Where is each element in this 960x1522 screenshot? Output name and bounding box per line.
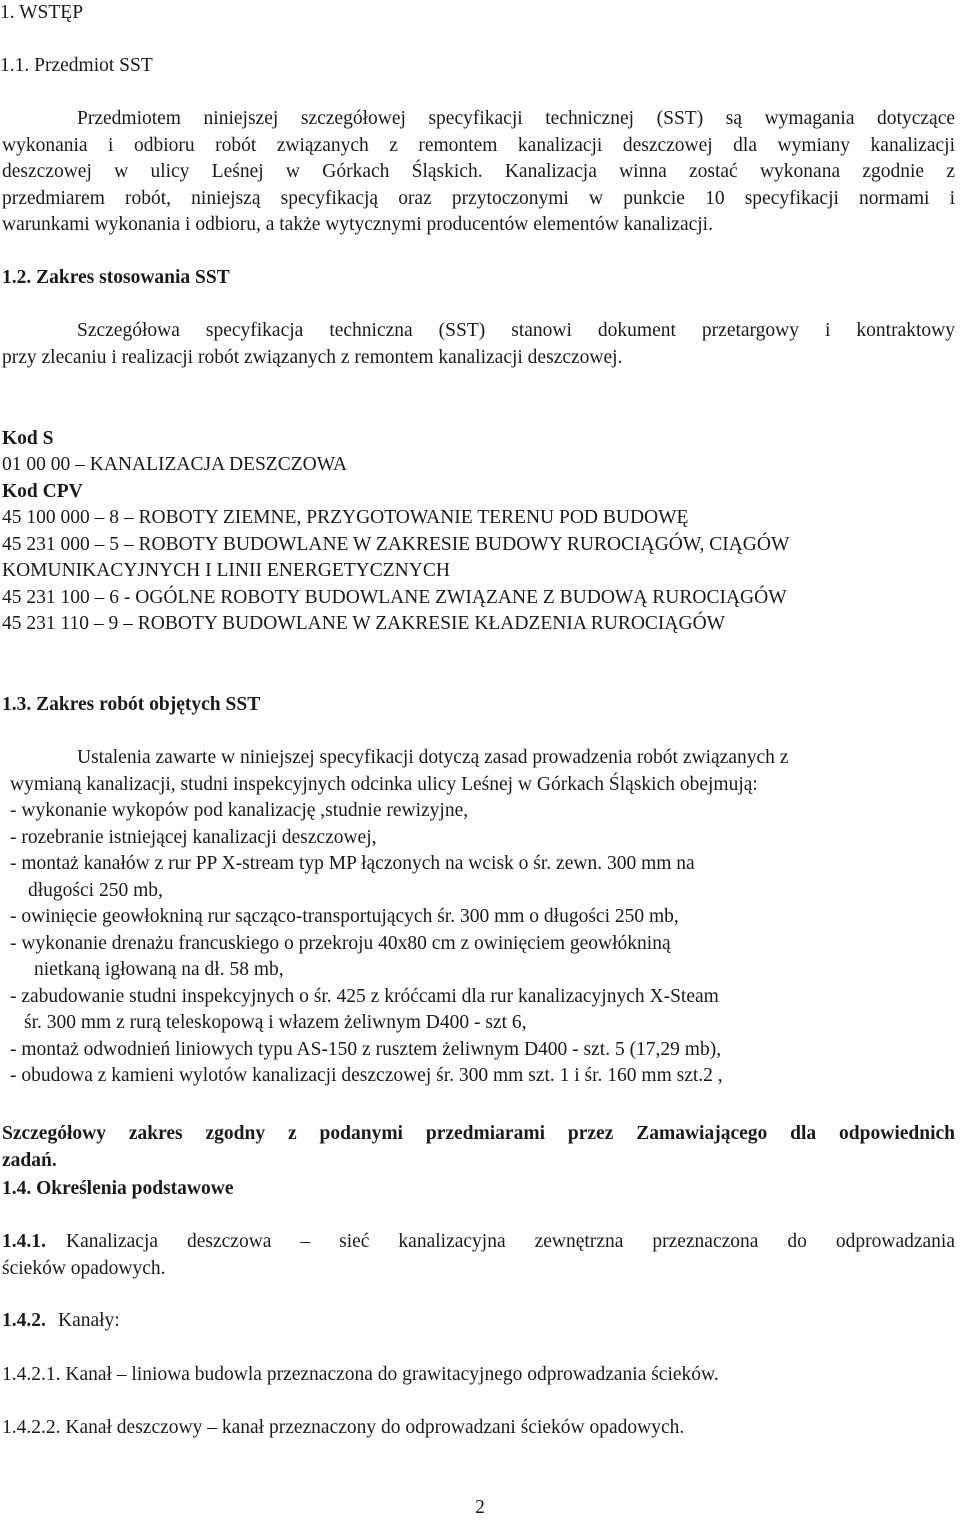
list-item: - obudowa z kamieni wylotów kanalizacji deszczowej śr. 300 mm szt. 1 i śr. 160 mm szt.2 , [10, 1065, 723, 1086]
list-item-continuation: śr. 300 mm z rurą teleskopową i włazem żeliwnym D400 - szt 6, [24, 1012, 527, 1033]
list-item-continuation: długości 250 mb, [28, 880, 163, 901]
paragraph-line: Przedmiotem niniejszej szczegółowej specyfikacji technicznej (SST) są wymagania dotyczące [77, 108, 955, 129]
paragraph-line: wymianą kanalizacji, studni inspekcyjnych odcinka ulicy Leśnej w Górkach Śląskich obejmują: [10, 774, 758, 795]
section-1-3-heading: 1.3. Zakres robót objętych SST [2, 694, 261, 715]
cpv-code-line: 45 231 100 – 6 - OGÓLNE ROBOTY BUDOWLANE ZWIĄZANE Z BUDOWĄ RUROCIĄGÓW [2, 587, 787, 608]
paragraph-line: Szczegółowa specyfikacja techniczna (SST) stanowi dokument przetargowy i kontraktowy [77, 320, 955, 341]
list-item: - owinięcie geowłokniną rur sącząco-transportujących śr. 300 mm o długości 250 mb, [10, 906, 679, 927]
cpv-code-line: 45 100 000 – 8 – ROBOTY ZIEMNE, PRZYGOTOWANIE TERENU POD BUDOWĘ [2, 507, 689, 528]
list-item: - wykonanie wykopów pod kanalizację ,studnie rewizyjne, [10, 800, 469, 821]
paragraph-line: przedmiarem robót, niniejszą specyfikacją oraz przytoczonymi w punkcie 10 specyfikacji normami i [2, 188, 955, 209]
definition-number: 1.4.1. [2, 1231, 46, 1252]
cpv-code-line: 45 231 110 – 9 – ROBOTY BUDOWLANE W ZAKRESIE KŁADZENIA RUROCIĄGÓW [2, 613, 726, 634]
definition-text: Kanalizacja deszczowa – sieć kanalizacyjna zewnętrzna przeznaczona do odprowadzania [66, 1231, 955, 1252]
definition-text: ścieków opadowych. [2, 1258, 166, 1279]
note-line: Szczegółowy zakres zgodny z podanymi przedmiarami przez Zamawiającego dla odpowiednich [2, 1123, 955, 1144]
list-item: - rozebranie istniejącej kanalizacji deszczowej, [10, 827, 377, 848]
list-item: - zabudowanie studni inspekcyjnych o śr. 425 z króćcami dla rur kanalizacyjnych X-Steam [10, 986, 719, 1007]
paragraph-line: deszczowej w ulicy Leśnej w Górkach Śląskich. Kanalizacja winna zostać wykonana zgodnie z [2, 161, 955, 182]
kod-s-label: Kod S [2, 428, 54, 449]
list-item: - montaż odwodnień liniowych typu AS-150 z rusztem żeliwnym D400 - szt. 5 (17,29 mb), [10, 1039, 722, 1060]
paragraph-line: przy zlecaniu i realizacji robót związanych z remontem kanalizacji deszczowej. [2, 347, 623, 368]
section-1-2-heading: 1.2. Zakres stosowania SST [2, 267, 230, 288]
section-1-heading: 1. WSTĘP [0, 2, 84, 23]
kod-s-value: 01 00 00 – KANALIZACJA DESZCZOWA [2, 454, 348, 475]
note-line: zadań. [2, 1150, 57, 1171]
list-item: - montaż kanałów z rur PP X-stream typ MP łączonych na wcisk o śr. zewn. 300 mm na [10, 853, 695, 874]
cpv-code-line: 45 231 000 – 5 – ROBOTY BUDOWLANE W ZAKRESIE BUDOWY RUROCIĄGÓW, CIĄGÓW [2, 534, 790, 555]
definition-1-4-2-1: 1.4.2.1. Kanał – liniowa budowla przeznaczona do grawitacyjnego odprowadzania ścieków. [2, 1364, 719, 1385]
definition-text: Kanały: [58, 1310, 120, 1331]
cpv-code-line: KOMUNIKACYJNYCH I LINII ENERGETYCZNYCH [2, 560, 450, 581]
definition-number: 1.4.2. [2, 1310, 46, 1331]
definition-1-4-2-2: 1.4.2.2. Kanał deszczowy – kanał przeznaczony do odprowadzani ścieków opadowych. [2, 1417, 685, 1438]
section-1-1-heading: 1.1. Przedmiot SST [0, 55, 153, 76]
paragraph-line: wykonania i odbioru robót związanych z remontem kanalizacji deszczowej dla wymiany kanalizacji [2, 135, 955, 156]
list-item-continuation: nietkaną igłowaną na dł. 58 mb, [34, 959, 284, 980]
section-1-4-heading: 1.4. Określenia podstawowe [2, 1178, 234, 1199]
paragraph-line: Ustalenia zawarte w niniejszej specyfikacji dotyczą zasad prowadzenia robót związanych z [77, 747, 789, 768]
list-item: - wykonanie drenażu francuskiego o przekroju 40x80 cm z owinięciem geowłókniną [10, 933, 671, 954]
kod-cpv-label: Kod CPV [2, 481, 83, 502]
paragraph-line: warunkami wykonania i odbioru, a także wytycznymi producentów elementów kanalizacji. [2, 214, 713, 235]
page-number: 2 [475, 1497, 485, 1518]
